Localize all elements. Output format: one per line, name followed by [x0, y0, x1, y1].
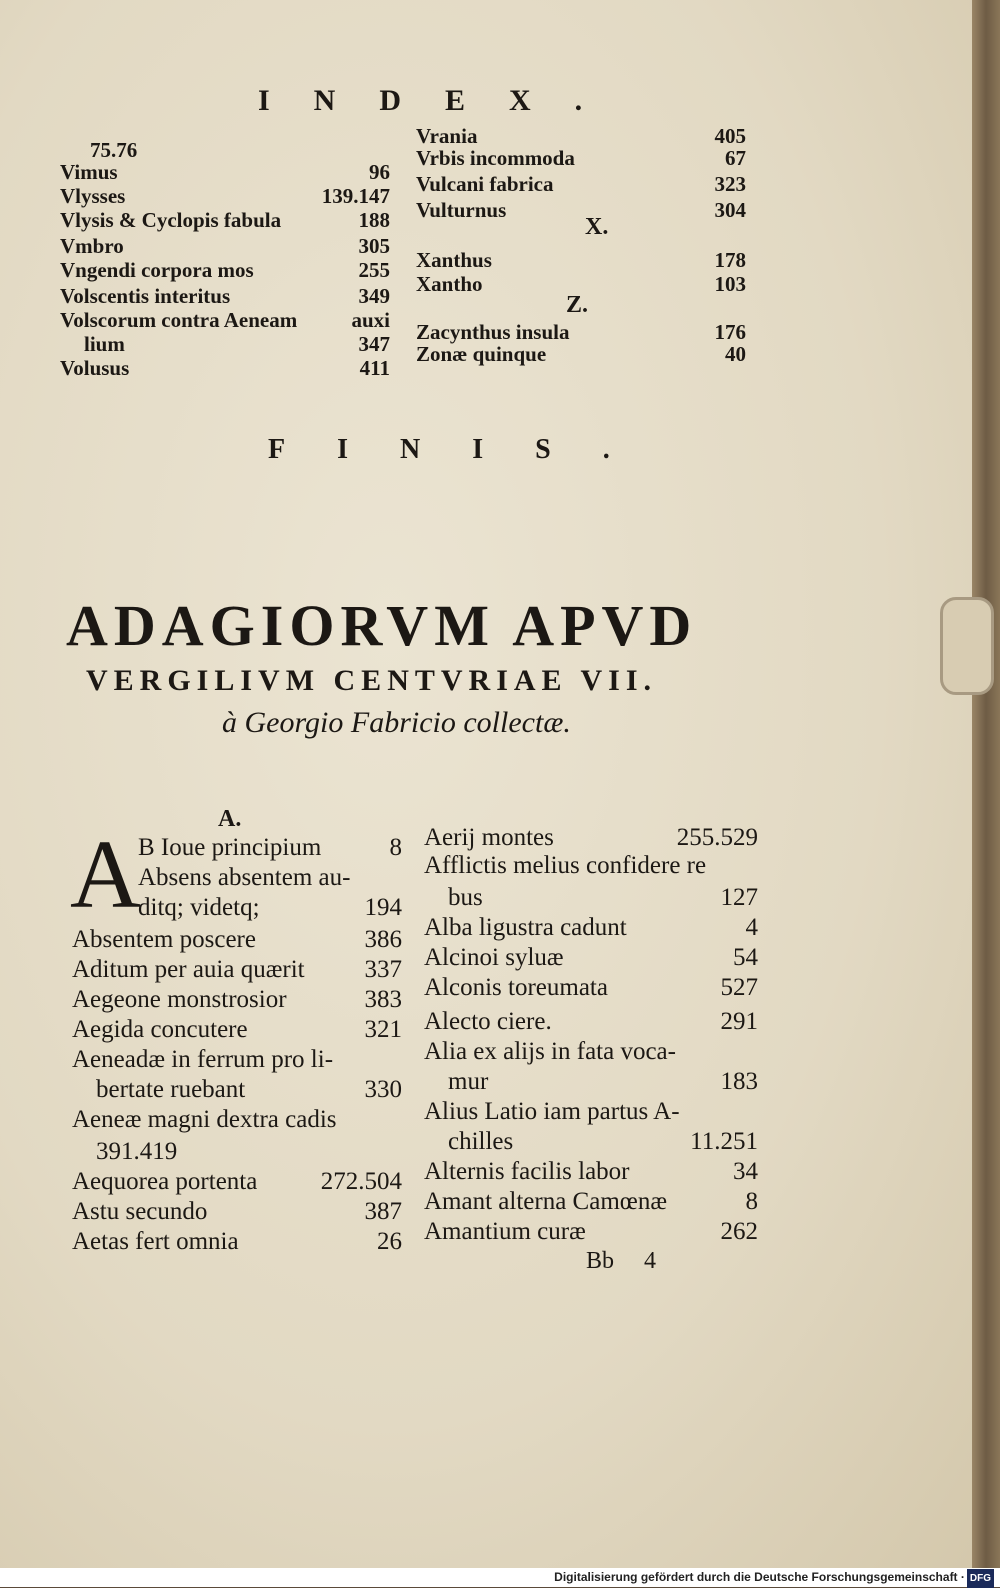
adage-entry: [138, 864, 402, 892]
adage-entry: [72, 1016, 402, 1044]
entry-page: 255: [358, 258, 390, 282]
adage-entry: [424, 1098, 758, 1126]
index-entry: [416, 172, 746, 196]
entry-page: 40: [725, 342, 746, 366]
entry-term: Volusus: [60, 356, 130, 380]
adage-entry: [72, 1228, 402, 1256]
section-letter-z: Z.: [566, 292, 589, 318]
entry-page: 4: [745, 914, 758, 941]
entry-page: 75.76: [90, 138, 138, 162]
section-letter-a: A.: [218, 806, 242, 832]
adage-entry: [72, 1106, 402, 1134]
entry-page: 26: [377, 1228, 402, 1255]
entry-term: Volscentis interitus: [60, 284, 231, 308]
index-title: INDEX.: [258, 84, 627, 117]
index-entry: [60, 284, 390, 308]
entry-page: 183: [720, 1068, 758, 1095]
entry-term: lium: [84, 332, 125, 356]
index-entry: [60, 356, 390, 380]
entry-term: Aegida concutere: [72, 1016, 248, 1043]
entry-page: 103: [714, 272, 746, 296]
entry-page: 54: [733, 944, 758, 971]
entry-page: 262: [720, 1218, 758, 1245]
entry-term: ditq; videtq;: [138, 894, 260, 921]
entry-term: Aegeone monstrosior: [72, 986, 287, 1013]
adage-entry: [424, 1038, 758, 1066]
entry-term: Alecto ciere.: [424, 1008, 552, 1035]
adage-entry: [424, 824, 758, 852]
index-entry: [60, 208, 390, 232]
entry-page: 178: [714, 248, 746, 272]
entry-term: Vrbis incommoda: [416, 146, 575, 170]
entry-term: Xanthus: [416, 248, 492, 272]
footer-bar: [0, 1568, 1000, 1587]
adage-entry: [72, 1046, 402, 1074]
adage-entry: [448, 1068, 758, 1096]
index-entry: [416, 320, 746, 344]
index-entry: [416, 146, 746, 170]
dfg-logo: DFG: [967, 1569, 994, 1588]
entry-term: Aeneæ magni dextra cadis: [72, 1106, 337, 1133]
entry-page: 291: [720, 1008, 758, 1035]
adage-entry: [72, 956, 402, 984]
entry-term: Alba ligustra cadunt: [424, 914, 627, 941]
entry-term: Alius Latio iam partus A-: [424, 1098, 680, 1125]
entry-page: 387: [364, 1198, 402, 1225]
page-clasp: [940, 597, 994, 695]
entry-page: 304: [714, 198, 746, 222]
entry-page: 330: [364, 1076, 402, 1103]
adage-entry: [138, 894, 402, 922]
index-entry: [60, 184, 390, 208]
index-entry: [60, 308, 390, 332]
adage-entry: [96, 1076, 402, 1104]
entry-term: Amant alterna Camœnæ: [424, 1188, 667, 1215]
entry-term: Aequorea portenta: [72, 1168, 258, 1195]
entry-page: 194: [364, 894, 402, 921]
entry-term: Vngendi corpora mos: [60, 258, 254, 282]
entry-term: Vulturnus: [416, 198, 507, 222]
index-entry: [60, 160, 390, 184]
entry-term: 391.419: [96, 1138, 178, 1165]
adagia-author: à Georgio Fabricio collectæ.: [222, 706, 571, 739]
entry-page: 411: [359, 356, 390, 380]
index-entry: [416, 342, 746, 366]
adage-entry: [96, 1138, 402, 1166]
adage-entry: [138, 834, 402, 862]
adage-entry: [72, 926, 402, 954]
entry-term: Vulcani fabrica: [416, 172, 554, 196]
entry-term: Vmbro: [60, 234, 124, 258]
entry-page: 8: [389, 834, 402, 861]
adage-entry: [424, 944, 758, 972]
entry-term: bus: [448, 884, 483, 911]
entry-term: Zacynthus insula: [416, 320, 570, 344]
entry-page: 349: [358, 284, 390, 308]
adage-entry: [424, 1008, 758, 1036]
index-entry: [416, 198, 746, 222]
entry-page: 405: [714, 124, 746, 148]
entry-page: 188: [358, 208, 390, 232]
entry-term: Alconis toreumata: [424, 974, 608, 1001]
entry-page: 96: [369, 160, 390, 184]
entry-term: chilles: [448, 1128, 514, 1155]
entry-term: Alternis facilis labor: [424, 1158, 630, 1185]
index-entry: [84, 332, 390, 356]
adage-entry: [424, 1218, 758, 1246]
entry-term: Vlysis & Cyclopis fabula: [60, 208, 282, 232]
adage-entry: [448, 884, 758, 912]
entry-term: Vrania: [416, 124, 478, 148]
adage-entry: [72, 986, 402, 1014]
entry-term: Astu secundo: [72, 1198, 208, 1225]
entry-page: 305: [358, 234, 390, 258]
entry-page: 323: [714, 172, 746, 196]
entry-term: Afflictis melius confidere re: [424, 852, 707, 879]
adage-entry: [424, 914, 758, 942]
signature-mark: Bb 4: [586, 1248, 657, 1274]
entry-term: Vimus: [60, 160, 118, 184]
index-entry: [60, 234, 390, 258]
adage-entry: [72, 1198, 402, 1226]
adage-entry: [424, 1188, 758, 1216]
section-letter-x: X.: [585, 214, 609, 240]
entry-term: Amantium curæ: [424, 1218, 586, 1245]
adage-entry: [424, 974, 758, 1002]
entry-page: 127: [720, 884, 758, 911]
entry-page: 272.504: [320, 1168, 402, 1195]
footer-text: Digitalisierung gefördert durch die Deutsche Forschungsgemeinschaft ·: [554, 1570, 965, 1584]
entry-term: Alia ex alijs in fata voca-: [424, 1038, 676, 1065]
entry-page: 386: [364, 926, 402, 953]
entry-term: mur: [448, 1068, 489, 1095]
adage-entry: [72, 1168, 402, 1196]
index-entry: [60, 258, 390, 282]
entry-term: Aditum per auia quærit: [72, 956, 305, 983]
entry-page: 11.251: [690, 1128, 758, 1155]
entry-term: Absentem poscere: [72, 926, 256, 953]
entry-term: Absens absentem au-: [138, 864, 351, 891]
entry-page: 139.147: [321, 184, 390, 208]
entry-term: Aetas fert omnia: [72, 1228, 239, 1255]
entry-page: 255.529: [676, 824, 758, 851]
adagia-subtitle: VERGILIVM CENTVRIAE VII.: [86, 664, 658, 697]
entry-term: Aeneadæ in ferrum pro li-: [72, 1046, 334, 1073]
entry-page: 8: [745, 1188, 758, 1215]
drop-cap: A: [70, 821, 141, 929]
entry-page: 321: [364, 1016, 402, 1043]
entry-page: 67: [725, 146, 746, 170]
entry-page: 337: [364, 956, 402, 983]
adage-entry: [424, 852, 758, 880]
entry-term: bertate ruebant: [96, 1076, 246, 1103]
entry-page: 347: [358, 332, 390, 356]
entry-page: auxi: [351, 308, 390, 332]
entry-page: 527: [720, 974, 758, 1001]
entry-term: B Ioue principium: [138, 834, 322, 861]
adagia-title: ADAGIORVM APVD: [66, 593, 698, 658]
entry-term: Xantho: [416, 272, 483, 296]
index-entry: [60, 138, 390, 162]
entry-term: Volscorum contra Aeneam: [60, 308, 298, 332]
entry-page: 383: [364, 986, 402, 1013]
entry-term: Zonæ quinque: [416, 342, 547, 366]
index-entry: [416, 248, 746, 272]
entry-term: Vlysses: [60, 184, 126, 208]
entry-page: 34: [733, 1158, 758, 1185]
book-spine: [972, 0, 1000, 1568]
entry-page: 176: [714, 320, 746, 344]
finis: FINIS.: [268, 434, 662, 465]
entry-term: Aerij montes: [424, 824, 554, 851]
index-entry: [416, 124, 746, 148]
adage-entry: [424, 1158, 758, 1186]
entry-term: Alcinoi syluæ: [424, 944, 564, 971]
adage-entry: [448, 1128, 758, 1156]
